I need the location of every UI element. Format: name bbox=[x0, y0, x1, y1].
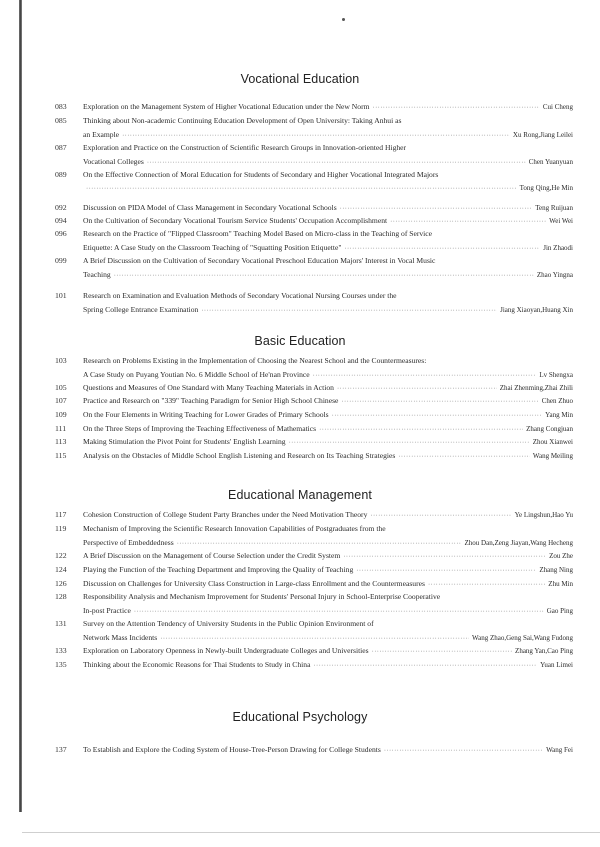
entry-title: Network Mass Incidents bbox=[83, 632, 158, 642]
entry-author: Zhai Zhenming,Zhai Zhili bbox=[499, 384, 573, 392]
entry-author: Zhu Min bbox=[548, 580, 573, 588]
dot-leader bbox=[160, 633, 469, 645]
section-title: Basic Education bbox=[254, 334, 346, 348]
toc-entry[interactable] bbox=[0, 290, 600, 317]
entry-title: Thinking about the Economic Reasons for Thai Students to Study in China bbox=[83, 660, 311, 669]
entry-line bbox=[83, 290, 573, 302]
page-number: 094 bbox=[55, 216, 67, 225]
entry-line bbox=[83, 618, 573, 630]
dot-leader bbox=[356, 565, 536, 577]
entry-line bbox=[83, 523, 573, 535]
entry-line bbox=[83, 269, 573, 282]
entry-line bbox=[83, 395, 573, 408]
entry-author: Gao Ping bbox=[546, 606, 573, 615]
entry-author: Zhou Dan,Zeng Jiayan,Wang Hecheng bbox=[464, 538, 573, 547]
page-number: 119 bbox=[55, 524, 67, 533]
toc-entry[interactable] bbox=[0, 409, 600, 423]
page-number: 085 bbox=[55, 116, 67, 125]
entry-title: Research on the Practice of "Flipped Classroom" Teaching Model Based on Micro-class in the Teaching of Service bbox=[83, 229, 433, 238]
page-number: 137 bbox=[55, 745, 67, 754]
dot-leader bbox=[313, 660, 537, 672]
entry-line bbox=[83, 436, 573, 449]
dot-leader bbox=[384, 745, 543, 757]
entry-line bbox=[83, 369, 573, 382]
entry-title: Playing the Function of the Teaching Department and Improving the Quality of Teaching bbox=[83, 565, 354, 574]
entry-author: Zhang Yan,Cao Ping bbox=[515, 647, 573, 655]
entry-title: Research on Examination and Evaluation Methods of Secondary Vocational Nursing Courses under the bbox=[83, 291, 397, 300]
toc-entry[interactable] bbox=[0, 169, 600, 196]
entry-title: Thinking about Non-academic Continuing Education Development of Open University: Taking Anhui as bbox=[83, 116, 402, 125]
entry-title: Responsibility Analysis and Mechanism Improvement for Students' Personal Injury in School-Enterprise Cooperative bbox=[83, 592, 441, 601]
page-number: 099 bbox=[55, 256, 67, 265]
entry-line bbox=[83, 659, 573, 672]
entry-title: Analysis on the Obstacles of Middle School English Listening and Research on Its Teaching Strategies bbox=[83, 451, 396, 460]
entry-author: Wang Fei bbox=[546, 746, 573, 754]
page-number: 113 bbox=[55, 437, 67, 446]
dot-leader bbox=[86, 183, 517, 195]
entry-title: Etiquette: A Case Study on the Classroom Teaching of "Squatting Position Etiquette" bbox=[83, 242, 342, 252]
toc-entry[interactable] bbox=[0, 550, 600, 564]
page-number: 133 bbox=[55, 646, 67, 655]
entry-title: Exploration and Practice on the Construction of Scientific Research Groups in Innovation-oriented Higher bbox=[83, 143, 407, 152]
entry-line bbox=[83, 537, 573, 550]
entry-line bbox=[83, 632, 573, 645]
entry-title: Exploration on Laboratory Openness in Newly-built Undergraduate Colleges and Universities bbox=[83, 646, 369, 655]
entry-line bbox=[83, 645, 573, 658]
entry-line bbox=[83, 156, 573, 169]
toc-entry[interactable] bbox=[0, 395, 600, 409]
toc-entry[interactable] bbox=[0, 382, 600, 396]
dot-leader bbox=[337, 383, 497, 395]
dot-leader bbox=[319, 424, 523, 436]
toc-entry[interactable] bbox=[0, 659, 600, 673]
scan-speck bbox=[342, 18, 345, 21]
page-number: 107 bbox=[55, 396, 67, 405]
toc-entry[interactable] bbox=[0, 450, 600, 464]
toc-entry[interactable] bbox=[0, 509, 600, 523]
dot-leader bbox=[390, 216, 546, 228]
entry-line bbox=[83, 183, 573, 195]
entry-author: Chen Yuanyuan bbox=[528, 157, 573, 166]
toc-entry[interactable] bbox=[0, 523, 600, 550]
page-number: 109 bbox=[55, 410, 67, 419]
page-bottom-edge bbox=[22, 832, 600, 833]
entry-line bbox=[83, 142, 573, 154]
entry-line bbox=[83, 215, 573, 228]
entry-author: Zhang Ning bbox=[539, 566, 573, 574]
entry-title: Survey on the Attention Tendency of University Students in the Public Opinion Environment of bbox=[83, 619, 374, 628]
entry-author: Ye Lingshun,Hao Yu bbox=[514, 511, 573, 519]
page-number: 128 bbox=[55, 592, 67, 601]
entry-title: Exploration on the Management System of Higher Vocational Education under the New Norm bbox=[83, 102, 370, 111]
entry-line bbox=[83, 605, 573, 618]
dot-leader bbox=[201, 305, 497, 317]
entry-author: Teng Ruijuan bbox=[535, 204, 573, 212]
entry-author: Yang Min bbox=[545, 411, 573, 419]
toc-entry[interactable] bbox=[0, 423, 600, 437]
toc-entry[interactable] bbox=[0, 255, 600, 282]
entry-title: A Brief Discussion on the Cultivation of Secondary Vocational Preschool Education Majors' Interest in Vocal Music bbox=[83, 256, 436, 265]
entry-author: Zhao Yingna bbox=[536, 270, 573, 279]
entry-line bbox=[83, 355, 573, 367]
entry-title: To Establish and Explore the Coding System of House-Tree-Person Drawing for College Students bbox=[83, 745, 381, 754]
page-number: 092 bbox=[55, 203, 67, 212]
toc-entry[interactable] bbox=[0, 101, 600, 115]
entry-title: Spring College Entrance Examination bbox=[83, 304, 199, 314]
page-number: 087 bbox=[55, 143, 67, 152]
entry-line bbox=[83, 578, 573, 591]
page-number: 126 bbox=[55, 579, 67, 588]
entry-title: Vocational Colleges bbox=[83, 156, 144, 166]
page-number: 117 bbox=[55, 510, 67, 519]
page-number: 122 bbox=[55, 551, 67, 560]
dot-leader bbox=[373, 102, 540, 114]
page-number: 083 bbox=[55, 102, 67, 111]
entry-line bbox=[83, 423, 573, 436]
entry-line bbox=[83, 550, 573, 563]
page-number: 115 bbox=[55, 451, 67, 460]
entry-title: Questions and Measures of One Standard with Many Teaching Materials in Action bbox=[83, 383, 334, 392]
entry-author: Wang Meiling bbox=[532, 452, 573, 460]
dot-leader bbox=[344, 243, 540, 255]
toc-entry[interactable] bbox=[0, 215, 600, 229]
entry-title: Cohesion Construction of College Student Party Branches under the Need Motivation Theory bbox=[83, 510, 368, 519]
toc-entry[interactable] bbox=[0, 578, 600, 592]
toc-entry[interactable] bbox=[0, 564, 600, 578]
dot-leader bbox=[289, 437, 530, 449]
entry-line bbox=[83, 255, 573, 267]
toc-entry[interactable] bbox=[0, 436, 600, 450]
entry-title: On the Cultivation of Secondary Vocational Tourism Service Students' Occupation Accomplishment bbox=[83, 216, 388, 225]
toc-entry[interactable] bbox=[0, 618, 600, 645]
entry-title: A Brief Discussion on the Management of Course Selection under the Credit System bbox=[83, 551, 341, 560]
dot-leader bbox=[398, 451, 530, 463]
entry-title: Teaching bbox=[83, 269, 111, 279]
section-title: Educational Psychology bbox=[232, 710, 368, 724]
entry-author: Zhang Congjuan bbox=[526, 425, 573, 433]
toc-entry[interactable] bbox=[0, 202, 600, 216]
toc-entry[interactable] bbox=[0, 591, 600, 618]
entry-title: A Case Study on Puyang Youtian No. 6 Middle School of He'nan Province bbox=[83, 369, 310, 379]
dot-leader bbox=[428, 579, 545, 591]
entry-title: Making Stimulation the Pivot Point for Students' English Learning bbox=[83, 437, 286, 446]
entry-line bbox=[83, 382, 573, 395]
page-number: 101 bbox=[55, 291, 67, 300]
dot-leader bbox=[122, 130, 510, 142]
toc-entry[interactable] bbox=[0, 355, 600, 382]
entry-line bbox=[83, 509, 573, 522]
dot-leader bbox=[370, 510, 511, 522]
entry-line bbox=[83, 450, 573, 463]
entry-author: Zhou Xianwei bbox=[532, 438, 573, 446]
dot-leader bbox=[147, 157, 526, 169]
entry-line bbox=[83, 304, 573, 317]
dot-leader bbox=[134, 606, 544, 618]
dot-leader bbox=[343, 551, 546, 563]
entry-line bbox=[83, 228, 573, 240]
entry-author: Cui Cheng bbox=[542, 103, 573, 111]
section-title: Educational Management bbox=[228, 488, 372, 502]
entry-line bbox=[83, 129, 573, 142]
entry-author: Jiang Xiaoyan,Huang Xin bbox=[500, 305, 573, 314]
entry-author: Xu Rong,Jiang Leilei bbox=[512, 130, 573, 139]
entry-title: Practice and Research on "339" Teaching Paradigm for Senior High School Chinese bbox=[83, 396, 339, 405]
entry-line bbox=[83, 115, 573, 127]
entry-line bbox=[83, 202, 573, 215]
dot-leader bbox=[372, 646, 512, 658]
entry-title: On the Effective Connection of Moral Education for Students of Secondary and Higher Vocational Integrated Majors bbox=[83, 170, 439, 179]
entry-title: Perspective of Embeddedness bbox=[83, 537, 174, 547]
dot-leader bbox=[332, 410, 542, 422]
page-number: 124 bbox=[55, 565, 67, 574]
entry-author: Yuan Limei bbox=[540, 661, 573, 669]
dot-leader bbox=[313, 370, 537, 382]
page-number: 096 bbox=[55, 229, 67, 238]
entry-title: In-post Practice bbox=[83, 605, 131, 615]
entry-author: Lv Shengxa bbox=[539, 370, 573, 379]
entry-author: Chen Zhuo bbox=[541, 397, 573, 405]
dot-leader bbox=[177, 538, 462, 550]
entry-author: Tong Qing,He Min bbox=[519, 183, 573, 192]
entry-line bbox=[83, 409, 573, 422]
entry-title: Discussion on PIDA Model of Class Management in Secondary Vocational Schools bbox=[83, 203, 337, 212]
page-number: 135 bbox=[55, 660, 67, 669]
entry-author: Wei Wei bbox=[549, 217, 573, 225]
dot-leader bbox=[341, 396, 538, 408]
dot-leader bbox=[340, 203, 533, 215]
entry-line bbox=[83, 744, 573, 757]
entry-author: Jin Zhaodi bbox=[543, 243, 573, 252]
entry-title: Research on Problems Existing in the Implementation of Choosing the Nearest School and the Countermeasures: bbox=[83, 356, 427, 365]
toc-entry[interactable] bbox=[0, 142, 600, 169]
toc-entry[interactable] bbox=[0, 744, 600, 758]
entry-title: On the Four Elements in Writing Teaching for Lower Grades of Primary Schools bbox=[83, 410, 329, 419]
entry-line bbox=[83, 591, 573, 603]
page-number: 103 bbox=[55, 356, 67, 365]
toc-entry[interactable] bbox=[0, 115, 600, 142]
page-number: 111 bbox=[55, 424, 67, 433]
page-number: 105 bbox=[55, 383, 67, 392]
entry-title: On the Three Steps of Improving the Teaching Effectiveness of Mathematics bbox=[83, 424, 317, 433]
entry-line bbox=[83, 242, 573, 255]
entry-line bbox=[83, 169, 573, 181]
section-title: Vocational Education bbox=[240, 72, 360, 86]
toc-entry[interactable] bbox=[0, 645, 600, 659]
entry-line bbox=[83, 564, 573, 577]
page-number: 131 bbox=[55, 619, 67, 628]
dot-leader bbox=[114, 270, 534, 282]
entry-title: Mechanism of Improving the Scientific Research Innovation Capabilities of Postgraduates from the bbox=[83, 524, 386, 533]
entry-title: an Example bbox=[83, 129, 120, 139]
entry-author: Zou Zhe bbox=[549, 552, 573, 560]
entry-line bbox=[83, 101, 573, 114]
page-number: 089 bbox=[55, 170, 67, 179]
entry-title: Discussion on Challenges for University Class Construction in Large-class Enrollment and the Countermeasures bbox=[83, 579, 425, 588]
entry-author: Wang Zhao,Geng Sai,Wang Fudong bbox=[472, 633, 573, 642]
toc-entry[interactable] bbox=[0, 228, 600, 255]
